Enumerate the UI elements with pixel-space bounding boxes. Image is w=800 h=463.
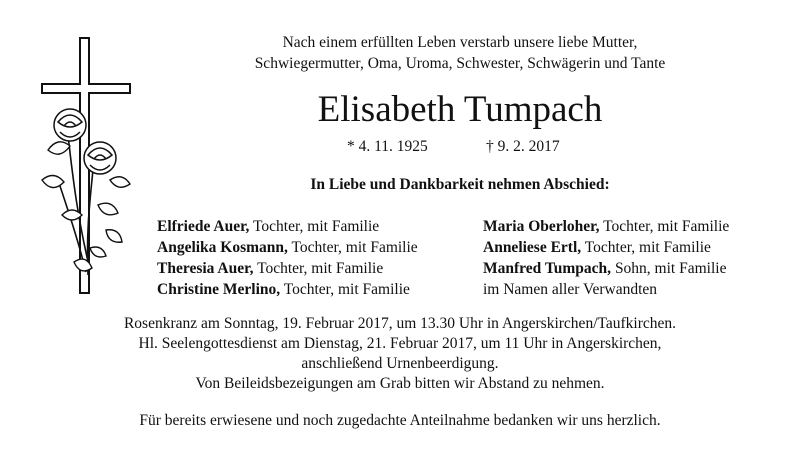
- mourner-row: [157, 216, 418, 237]
- mourner-relation: Tochter, mit Familie: [283, 281, 410, 298]
- mourner-row: [157, 279, 418, 300]
- mourner-relation: Sohn, mit Familie: [614, 260, 727, 277]
- mourner-name: Theresia Auer,: [157, 260, 254, 277]
- birth-date: * 4. 11. 1925: [347, 138, 428, 155]
- mourner-row: [483, 237, 729, 258]
- mourner-row: [483, 216, 729, 237]
- farewell-heading: In Liebe und Dankbarkeit nehmen Abschied:: [310, 176, 610, 193]
- mourner-relation: Tochter, mit Familie: [603, 218, 730, 235]
- mourner-name: Manfred Tumpach,: [483, 260, 612, 277]
- service-line-4: Von Beileidsbezeigungen am Grab bitten wir Abstand zu nehmen.: [195, 375, 605, 392]
- mourner-row: [157, 258, 418, 279]
- mourner-relation: Tochter, mit Familie: [257, 260, 384, 277]
- intro-line-2: Schwiegermutter, Oma, Uroma, Schwester, Schwägerin und Tante: [254, 55, 666, 72]
- mourner-row: [483, 258, 729, 279]
- deceased-name: Elisabeth Tumpach: [317, 89, 603, 130]
- mourner-row: [483, 279, 729, 300]
- mourner-relation: Tochter, mit Familie: [584, 239, 711, 256]
- mourner-relation: im Namen aller Verwandten: [483, 281, 658, 298]
- mourner-row: [157, 237, 418, 258]
- intro-text: [60, 32, 800, 74]
- mourner-relation: Tochter, mit Familie: [291, 239, 418, 256]
- mourner-name: Anneliese Ertl,: [483, 239, 582, 256]
- mourners-left-column: [157, 216, 418, 300]
- service-line-3: anschließend Urnenbeerdigung.: [301, 355, 499, 372]
- service-line-2: Hl. Seelengottesdienst am Dienstag, 21. Februar 2017, um 11 Uhr in Angerskirchen,: [138, 335, 662, 352]
- mourner-relation: Tochter, mit Familie: [253, 218, 380, 235]
- thanks-text: Für bereits erwiesene und noch zugedachte Anteilnahme bedanken wir uns herzlich.: [139, 412, 661, 429]
- mourner-name: Angelika Kosmann,: [157, 239, 288, 256]
- service-line-1: Rosenkranz am Sonntag, 19. Februar 2017, um 13.30 Uhr in Angerskirchen/Taufkirchen.: [123, 315, 677, 332]
- mourner-name: Elfriede Auer,: [157, 218, 250, 235]
- intro-line-1: Nach einem erfüllten Leben verstarb unsere liebe Mutter,: [282, 34, 638, 51]
- service-details: [0, 314, 800, 394]
- mourner-name: Maria Oberloher,: [483, 218, 600, 235]
- death-date: † 9. 2. 2017: [486, 138, 560, 155]
- mourners-right-column: [483, 216, 729, 300]
- mourner-name: Christine Merlino,: [157, 281, 281, 298]
